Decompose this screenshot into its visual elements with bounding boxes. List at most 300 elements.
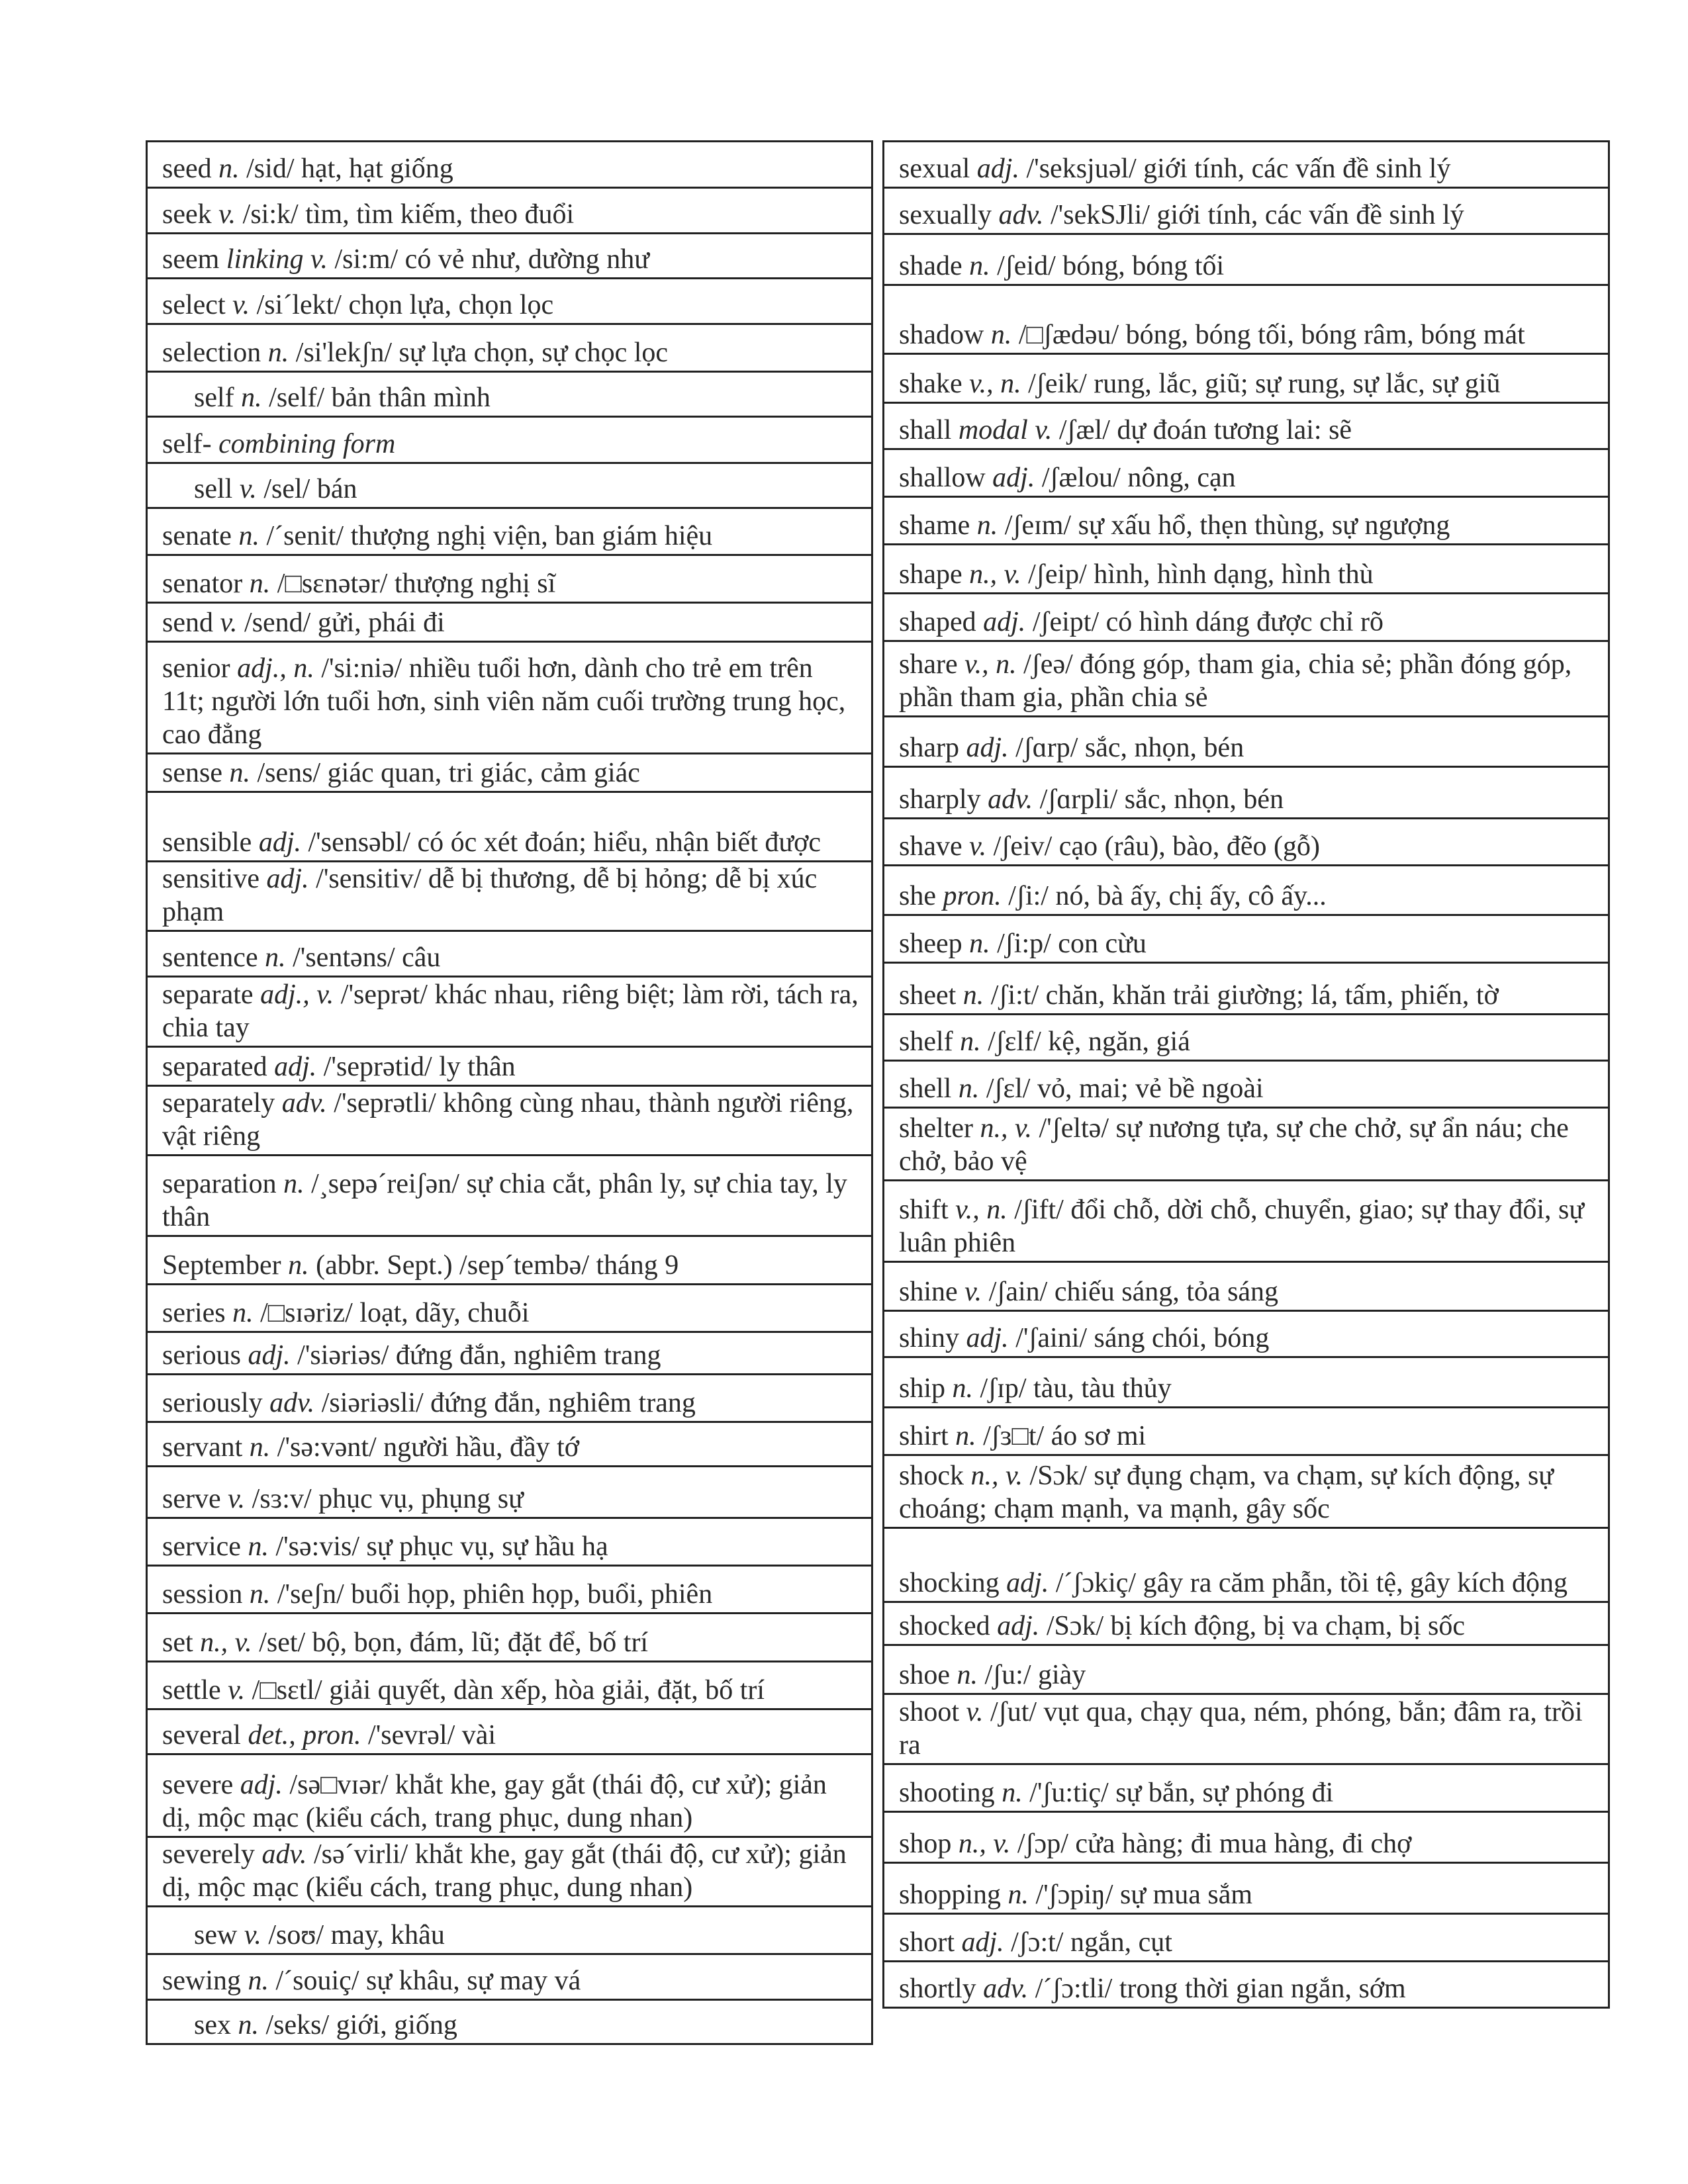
entry-headword: sheet [899,980,957,1011]
entry-part-of-speech: n. [955,1421,976,1451]
entry-part-of-speech: n. [957,1660,978,1690]
entry-headword: shaped [899,607,976,637]
entry-pronunciation-and-meaning: /ʃeid/ bóng, bóng tối [990,251,1225,281]
entry-headword: selection [162,338,261,368]
entry-part-of-speech: n. [248,1966,269,1996]
entry-headword: sew [194,1920,238,1950]
entry-pronunciation-and-meaning: /siəriəsli/ đứng đắn, nghiêm trang [314,1388,696,1418]
entry-headword: short [899,1927,955,1958]
entry-headword: sewing [162,1966,241,1996]
dictionary-entry [884,1811,1608,1862]
entry-text [162,1530,859,1563]
entry-headword: shall [899,415,952,445]
entry-pronunciation-and-meaning: /´ʃɔ:tli/ trong thời gian ngắn, sớm [1028,1974,1406,2004]
dictionary-entry [884,353,1608,402]
entry-part-of-speech: adj. [248,1340,291,1371]
entry-part-of-speech: n. [267,338,289,368]
entry-part-of-speech: n. [229,758,250,788]
entry-part-of-speech: n. [969,251,990,281]
entry-pronunciation-and-meaning: /□sɛtl/ giải quyết, dàn xếp, hòa giải, đặt, bố trí [245,1675,765,1706]
entry-text [899,830,1596,863]
entry-pronunciation-and-meaning: /si'lekʃn/ sự lựa chọn, sự chọc lọc [289,338,669,368]
entry-headword: self- [162,429,212,459]
entry-pronunciation-and-meaning: /´senit/ thượng nghị viện, ban giám hiệu [259,521,713,551]
dictionary-entry [148,1421,871,1465]
dictionary-entry [884,864,1608,914]
entry-headword: settle [162,1675,221,1706]
entry-part-of-speech: n. [283,1169,305,1199]
entry-text [162,152,859,185]
entry-pronunciation-and-meaning: /ʃeik/ rung, lắc, giũ; sự rung, sự lắc, sự giũ [1021,369,1501,399]
entry-headword: senator [162,569,243,599]
entry-headword: sharply [899,784,981,815]
entry-part-of-speech: adv. [269,1388,315,1418]
entry-headword: shirt [899,1421,949,1451]
entry-pronunciation-and-meaning: /'sensəbl/ có óc xét đoán; hiểu, nhận biết được [301,827,821,858]
entry-pronunciation-and-meaning: /ʃift/ đổi chỗ, dời chỗ, chuyển, giao; sự thay đổi, sự luân phiên [899,1195,1585,1258]
entry-headword: sell [194,474,233,504]
dictionary-entry [148,1753,871,1836]
entry-text [899,558,1596,591]
entry-part-of-speech: v. [220,608,238,638]
entry-headword: shelter [899,1113,973,1144]
entry-pronunciation-and-meaning: /'sevrəl/ vài [361,1720,496,1751]
entry-headword: shock [899,1461,964,1491]
entry-pronunciation-and-meaning: /'sekSJli/ giới tính, các vấn đề sinh lý [1043,200,1464,230]
entry-part-of-speech: n. [1002,1778,1023,1808]
entry-part-of-speech: n. [232,1298,254,1328]
entry-headword: set [162,1627,193,1658]
entry-headword: shortly [899,1974,976,2004]
entry-part-of-speech: adj. [266,864,309,894]
dictionary-entry [884,962,1608,1013]
entry-text [899,1827,1596,1860]
entry-headword: shoot [899,1697,960,1727]
entry-pronunciation-and-meaning: /'siəriəs/ đứng đắn, nghiêm trang [290,1340,661,1371]
entry-text [162,606,859,639]
entry-headword: sexual [899,154,970,184]
entry-headword: sexually [899,200,992,230]
entry-pronunciation-and-meaning: /'ʃaini/ sáng chói, bóng [1008,1323,1270,1353]
entry-part-of-speech: adj. [966,733,1009,763]
entry-part-of-speech: adv. [983,1974,1029,2004]
entry-headword: share [899,649,958,680]
entry-pronunciation-and-meaning: /ʃeip/ hình, hình dạng, hình thù [1021,559,1374,590]
entry-text [899,1926,1596,1959]
entry-part-of-speech: linking v. [226,244,328,275]
entry-part-of-speech: adv. [998,200,1044,230]
entry-headword: sensible [162,827,252,858]
entry-text [162,862,859,929]
entry-pronunciation-and-meaning: /'si:niə/ nhiều tuổi hơn, dành cho trẻ em trên 11t; người lớn tuổi hơn, sinh viên năm cuối trường trung học, cao đẳng [162,653,846,750]
entry-headword: separately [162,1088,275,1118]
entry-headword: shiny [899,1323,960,1353]
entry-headword: sheep [899,929,962,959]
dictionary-entry [884,187,1608,233]
entry-headword: ship [899,1373,946,1404]
entry-pronunciation-and-meaning: /ʃeipt/ có hình dáng được chỉ rõ [1025,607,1383,637]
dictionary-entry [884,640,1608,715]
entry-headword: shade [899,251,962,281]
dictionary-entry [884,715,1608,766]
entry-text [899,1193,1596,1259]
entry-text [162,1838,859,1904]
entry-part-of-speech: adj. [240,1770,283,1800]
entry-pronunciation-and-meaning: /sɜ:v/ phục vụ, phụng sự [245,1484,524,1514]
entry-headword: shave [899,831,962,862]
dictionary-entry [148,641,871,752]
entry-pronunciation-and-meaning: /si:k/ tìm, tìm kiếm, theo đuổi [236,199,575,230]
entry-text [162,941,859,974]
entry-part-of-speech: v. [966,1697,984,1727]
entry-headword: shake [899,369,962,399]
dictionary-entry [884,284,1608,353]
entry-headword: sensitive [162,864,259,894]
entry-headword: shocking [899,1568,1000,1598]
entry-text [162,1482,859,1516]
entry-text [162,289,859,322]
entry-text [162,652,859,751]
entry-pronunciation-and-meaning: /ʃælou/ nông, cạn [1035,463,1236,493]
entry-pronunciation-and-meaning: (abbr. Sept.) /sep´tembə/ tháng 9 [308,1250,679,1281]
dictionary-entry [148,232,871,277]
entry-part-of-speech: adj. [976,154,1019,184]
dictionary-entry [148,1517,871,1565]
entry-headword: she [899,881,936,911]
entry-headword: session [162,1579,243,1610]
entry-pronunciation-and-meaning: /ʃɔ:t/ ngắn, cụt [1004,1927,1172,1958]
vocabulary-column-left [146,140,873,2045]
entry-headword: separation [162,1169,277,1199]
entry-text [162,428,859,461]
entry-text [162,1387,859,1420]
entry-text [899,648,1596,714]
entry-part-of-speech: v., n. [969,369,1021,399]
entry-headword: service [162,1531,241,1562]
entry-pronunciation-and-meaning: /ʃæl/ dự đoán tương lai: sẽ [1052,415,1352,445]
entry-part-of-speech: n. [249,569,271,599]
entry-headword: send [162,608,213,638]
entry-headword: sharp [899,733,959,763]
entry-pronunciation-and-meaning: /soʊ/ may, khâu [261,1920,445,1950]
entry-text [899,1459,1596,1525]
entry-text [899,250,1596,283]
entry-pronunciation-and-meaning: /sens/ giác quan, tri giác, cảm giác [250,758,640,788]
dictionary-entry [884,592,1608,640]
entry-part-of-speech: n. [952,1373,974,1404]
entry-headword: sentence [162,942,258,973]
entry-headword: September [162,1250,281,1281]
entry-part-of-speech: n. [969,929,990,959]
entry-part-of-speech: n. [962,980,984,1011]
entry-pronunciation-and-meaning: /'sə:vənt/ người hầu, đầy tớ [270,1432,579,1463]
entry-headword: shadow [899,320,984,350]
entry-headword: seek [162,199,212,230]
entry-text [162,826,859,859]
dictionary-entry [884,448,1608,496]
entry-part-of-speech: n. [218,154,240,184]
dictionary-entry [148,277,871,323]
entry-text [899,318,1596,351]
entry-pronunciation-and-meaning: /'seʃn/ buổi họp, phiên họp, buổi, phiên [270,1579,713,1610]
entry-part-of-speech: v. [218,199,236,230]
entry-headword: separated [162,1052,267,1082]
entry-part-of-speech: n. [238,521,259,551]
entry-part-of-speech: adj., v. [260,979,334,1010]
entry-pronunciation-and-meaning: /ʃɑrpli/ sắc, nhọn, bén [1033,784,1284,815]
entry-text [194,1919,859,1952]
dictionary-entry [148,1953,871,1999]
dictionary-entry [884,914,1608,962]
entry-part-of-speech: v. [228,1675,246,1706]
dictionary-entry [148,1612,871,1661]
dictionary-entry [884,1763,1608,1811]
entry-part-of-speech: pron. [943,881,1002,911]
entry-text [899,927,1596,960]
entry-pronunciation-and-meaning: /ʃi:p/ con cừu [990,929,1147,959]
dictionary-entry [148,791,871,860]
entry-headword: senate [162,521,232,551]
entry-pronunciation-and-meaning: /ʃɔp/ cửa hàng; đi mua hàng, đi chợ [1010,1829,1412,1859]
dictionary-entry [884,140,1608,187]
entry-headword: shooting [899,1778,995,1808]
dictionary-entry [148,1331,871,1373]
dictionary-entry [884,1406,1608,1454]
entry-text [899,1275,1596,1308]
entry-headword: sense [162,758,222,788]
entry-text [162,756,859,790]
entry-pronunciation-and-meaning: /□ʃædəu/ bóng, bóng tối, bóng râm, bóng mát [1011,320,1525,350]
entry-headword: shop [899,1829,952,1859]
dictionary-entry [148,1661,871,1708]
dictionary-entry [884,496,1608,543]
dictionary-entry [148,1235,871,1283]
entry-headword: shift [899,1195,949,1225]
entry-pronunciation-and-meaning: /ʃi:/ nó, bà ấy, chị ấy, cô ấy... [1001,881,1327,911]
dictionary-entry [148,976,871,1046]
entry-text [899,606,1596,639]
entry-headword: servant [162,1432,243,1463]
entry-headword: shelf [899,1026,953,1057]
entry-text [162,1719,859,1752]
entry-part-of-speech: v., n. [955,1195,1008,1225]
dictionary-entry [884,1862,1608,1913]
entry-part-of-speech: v., n. [964,649,1017,680]
entry-text [162,243,859,276]
entry-part-of-speech: n. [238,2010,259,2040]
entry-pronunciation-and-meaning: /'sentəns/ câu [285,942,441,973]
dictionary-entry [148,1999,871,2045]
entry-part-of-speech: modal v. [958,415,1053,445]
entry-text [194,2009,859,2042]
entry-text [162,1167,859,1234]
entry-part-of-speech: n. [990,320,1012,350]
entry-text [162,1674,859,1707]
entry-text [162,1626,859,1659]
entry-pronunciation-and-meaning: /'seksjuəl/ giới tính, các vấn đề sinh lý [1019,154,1451,184]
entry-headword: seriously [162,1388,263,1418]
entry-text [899,1776,1596,1809]
dictionary-entry [148,554,871,602]
dictionary-entry [148,752,871,791]
entry-headword: separate [162,979,254,1010]
entry-text [899,1025,1596,1058]
entry-pronunciation-and-meaning: /self/ bản thân mình [261,383,491,413]
entry-text [899,1420,1596,1453]
entry-part-of-speech: v. [228,1484,246,1514]
entry-text [899,1072,1596,1105]
entry-part-of-speech: adj. [258,827,301,858]
entry-part-of-speech: adj. [983,607,1026,637]
entry-part-of-speech: n., v. [980,1113,1032,1144]
entry-text [899,367,1596,400]
dictionary-entry [148,1373,871,1421]
dictionary-entry [148,1565,871,1612]
entry-part-of-speech: n., v. [200,1627,252,1658]
entry-text [899,1696,1596,1762]
entry-pronunciation-and-meaning: /´souiç/ sự khâu, sự may vá [269,1966,581,1996]
entry-pronunciation-and-meaning: /¸sepə´reiʃən/ sự chia cắt, phân ly, sự chia tay, ly thân [162,1169,847,1232]
entry-text [194,381,859,414]
entry-text [162,198,859,231]
entry-pronunciation-and-meaning: /'seprətid/ ly thân [316,1052,516,1082]
dictionary-entry [148,462,871,507]
entry-text [162,978,859,1044]
dictionary-entry [884,402,1608,448]
dictionary-entry [884,1107,1608,1179]
entry-part-of-speech: n. [265,942,286,973]
entry-text [162,1768,859,1835]
dictionary-entry [884,1644,1608,1693]
entry-headword: shame [899,510,970,541]
entry-pronunciation-and-meaning: /'sə:vis/ sự phục vụ, sự hầu hạ [268,1531,608,1562]
entry-text [899,1878,1596,1911]
entry-pronunciation-and-meaning: /ʃɪp/ tàu, tàu thủy [973,1373,1172,1404]
dictionary-entry [148,507,871,554]
entry-pronunciation-and-meaning: /set/ bộ, bọn, đám, lũ; đặt để, bố trí [252,1627,649,1658]
entry-pronunciation-and-meaning: /'ʃeltə/ sự nương tựa, sự che chở, sự ẩn náu; che chở, bảo vệ [899,1113,1569,1177]
dictionary-entry [148,1708,871,1753]
entry-pronunciation-and-meaning: /sel/ bán [256,474,357,504]
dictionary-entry [884,766,1608,817]
dictionary-entry [148,1085,871,1154]
dictionary-entry [884,1013,1608,1060]
entry-pronunciation-and-meaning: /ʃut/ vụt qua, chạy qua, ném, phóng, bắn; đâm ra, trồi ra [899,1697,1583,1760]
entry-part-of-speech: adj. [274,1052,317,1082]
dictionary-entry [884,1179,1608,1261]
entry-text [899,1610,1596,1643]
dictionary-entry [884,1310,1608,1356]
entry-part-of-speech: v. [239,474,257,504]
entry-text [194,473,859,506]
entry-text [899,1372,1596,1405]
dictionary-entry [148,1283,871,1331]
vocabulary-column-right [882,140,1610,2009]
entry-part-of-speech: adj. [961,1927,1004,1958]
entry-text [162,1087,859,1153]
entry-part-of-speech: adj., n. [237,653,314,684]
entry-pronunciation-and-meaning: /send/ gửi, phái đi [237,608,445,638]
entry-part-of-speech: n., v. [970,1461,1023,1491]
entry-part-of-speech: det., pron. [248,1720,361,1751]
entry-headword: severe [162,1770,234,1800]
entry-part-of-speech: adj. [1006,1568,1049,1598]
entry-text [899,1972,1596,2005]
dictionary-entry [884,543,1608,592]
entry-pronunciation-and-meaning: /ʃɛl/ vỏ, mai; vẻ bề ngoài [979,1073,1264,1104]
entry-part-of-speech: v. [232,290,250,320]
entry-pronunciation-and-meaning: /ʃu:/ giày [978,1660,1086,1690]
entry-headword: seed [162,154,212,184]
entry-part-of-speech: n., v. [958,1829,1011,1859]
entry-text [162,1339,859,1372]
dictionary-entry [148,371,871,416]
dictionary-entry [148,1154,871,1235]
dictionary-entry [148,602,871,641]
entry-headword: sex [194,2010,231,2040]
entry-pronunciation-and-meaning: /'sensitiv/ dễ bị thương, dễ bị hỏng; dễ bị xúc phạm [162,864,818,927]
entry-part-of-speech: adv. [261,1839,307,1870]
entry-part-of-speech: n. [960,1026,981,1057]
entry-part-of-speech: n. [288,1250,309,1281]
dictionary-entry [884,1693,1608,1763]
dictionary-entry [884,1356,1608,1406]
entry-part-of-speech: adj. [997,1611,1040,1641]
entry-headword: shallow [899,463,986,493]
entry-part-of-speech: n., v. [969,559,1021,590]
entry-headword: seem [162,244,220,275]
entry-pronunciation-and-meaning: /ʃeɪm/ sự xấu hổ, thẹn thùng, sự ngượng [998,510,1450,541]
entry-text [899,199,1596,232]
entry-headword: shine [899,1277,958,1307]
entry-pronunciation-and-meaning: /sə□vɪər/ khắt khe, gay gắt (thái độ, cư xử); giản dị, mộc mạc (kiểu cách, trang phục, dung nhan) [162,1770,827,1833]
entry-pronunciation-and-meaning: /Sɔk/ bị kích động, bị va chạm, bị sốc [1039,1611,1466,1641]
entry-text [162,336,859,369]
dictionary-entry [884,1454,1608,1527]
dictionary-entry [148,1046,871,1085]
entry-pronunciation-and-meaning: /ʃeə/ đóng góp, tham gia, chia sẻ; phần đóng góp, phần tham gia, phần chia sẻ [899,649,1572,713]
entry-part-of-speech: n. [1008,1880,1029,1910]
entry-pronunciation-and-meaning: /seks/ giới, giống [259,2010,457,2040]
entry-headword: serve [162,1484,221,1514]
entry-pronunciation-and-meaning: /ʃɑrp/ sắc, nhọn, bén [1008,733,1244,763]
dictionary-entry [148,416,871,462]
entry-pronunciation-and-meaning: /ʃeiv/ cạo (râu), bào, đẽo (gỗ) [986,831,1320,862]
dictionary-entry [148,860,871,930]
entry-headword: self [194,383,234,413]
entry-part-of-speech: adv. [281,1088,327,1118]
entry-headword: shell [899,1073,952,1104]
dictionary-entry [148,187,871,232]
entry-pronunciation-and-meaning: /'ʃɔpiŋ/ sự mua sắm [1029,1880,1253,1910]
entry-text [899,880,1596,913]
entry-part-of-speech: n. [249,1432,271,1463]
dictionary-entry [148,140,871,187]
entry-headword: serious [162,1340,241,1371]
entry-text [899,783,1596,816]
entry-pronunciation-and-meaning: /□sɛnətər/ thượng nghị sĩ [270,569,556,599]
dictionary-entry [148,1836,871,1905]
entry-pronunciation-and-meaning: /Sɔk/ sự đụng chạm, va chạm, sự kích động, sự choáng; chạm mạnh, va mạnh, gây sốc [899,1461,1554,1524]
entry-part-of-speech: n. [958,1073,980,1104]
entry-part-of-speech: n. [248,1531,269,1562]
dictionary-entry [148,323,871,371]
entry-part-of-speech: adj. [966,1323,1009,1353]
dictionary-entry [884,1261,1608,1310]
entry-part-of-speech: v. [964,1277,982,1307]
entry-headword: shape [899,559,962,590]
entry-pronunciation-and-meaning: /sə´virli/ khắt khe, gay gắt (thái độ, cư xử); giản dị, mộc mạc (kiểu cách, trang phục, dung nhan) [162,1839,847,1903]
